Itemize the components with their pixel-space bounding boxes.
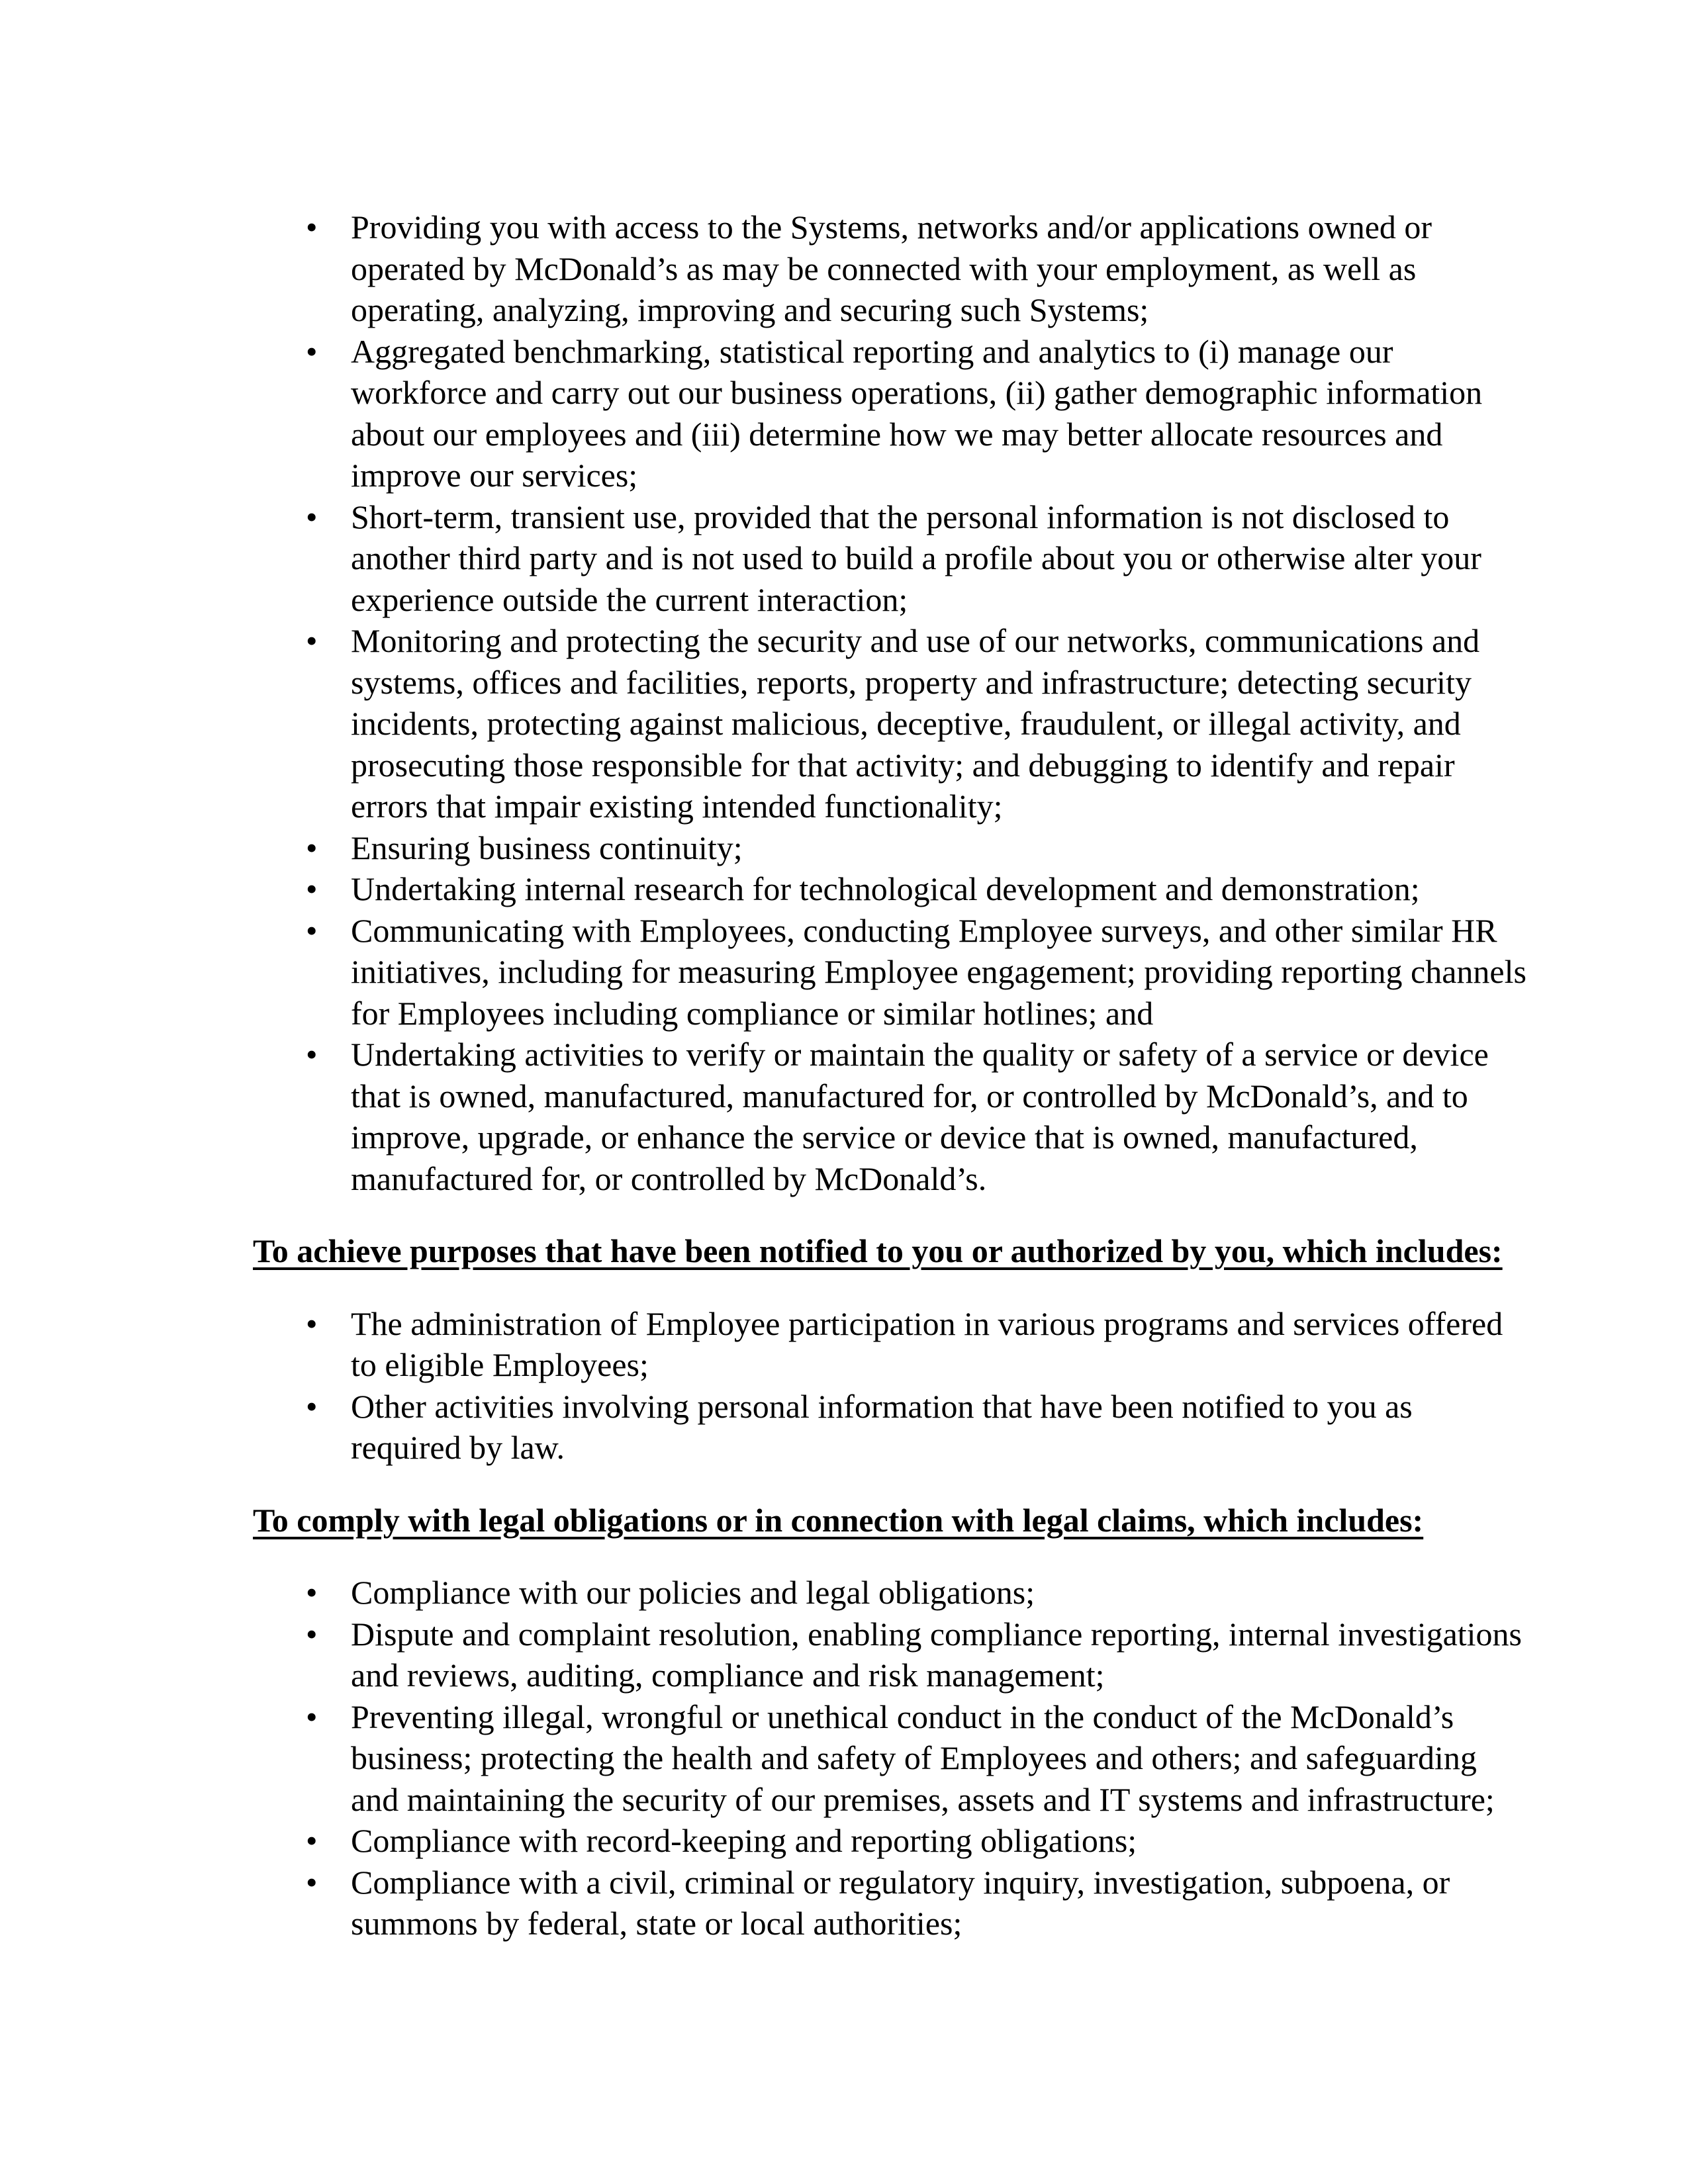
list-item-text: Short-term, transient use, provided that the personal information is not disclosed to another third party and is not used to build a profile about you or otherwise alter your experience outside the current interaction; (351, 498, 1481, 618)
bullet-icon: • (306, 622, 318, 659)
list-item-text: The administration of Employee participation in various programs and services offered to eligible Employees; (351, 1304, 1503, 1383)
list-item (253, 331, 1527, 496)
list-item (253, 868, 1527, 910)
bullet-icon: • (306, 1863, 318, 1901)
bullet-icon: • (306, 208, 318, 246)
list-item-text: Aggregated benchmarking, statistical reporting and analytics to (i) manage our workforce and carry out our business operations, (ii) gather demographic information about our employees and (iii) determine how we may better allocate resources and improve our services; (351, 332, 1483, 494)
list-item (253, 827, 1527, 869)
list-item (253, 1862, 1527, 1944)
list-item-text: Monitoring and protecting the security and use of our networks, communications and systems, offices and facilities, reports, property and infrastructure; detecting security incidents, protecting against malicious, deceptive, fraudulent, or illegal activity, and prosecuting those responsible for that activity; and debugging to identify and repair errors that impair existing intended functionality; (351, 622, 1480, 825)
bullet-icon: • (306, 1822, 318, 1859)
bullet-icon: • (306, 870, 318, 907)
list-item (253, 1386, 1527, 1469)
list-item-text: Undertaking internal research for technological development and demonstration; (351, 870, 1420, 907)
bullet-icon: • (306, 498, 318, 535)
list-item (253, 910, 1527, 1034)
bullet-list-1 (253, 206, 1527, 1199)
spacer (253, 1469, 1527, 1500)
bullet-icon: • (306, 829, 318, 866)
list-item-text: Undertaking activities to verify or maintain the quality or safety of a service or device that is owned, manufactured, manufactured for, or controlled by McDonald’s, and to improve, upgrade, or enhance the service or device that is owned, manufactured, manufactured for, or controlled by McDonald’s. (351, 1036, 1489, 1197)
list-item (253, 1034, 1527, 1199)
bullet-icon: • (306, 332, 318, 370)
list-item-text: Compliance with record-keeping and reporting obligations; (351, 1822, 1137, 1859)
list-item (253, 206, 1527, 331)
spacer (253, 1272, 1527, 1303)
bullet-icon: • (306, 1304, 318, 1342)
bullet-icon: • (306, 1615, 318, 1653)
list-item-text: Communicating with Employees, conducting Employee surveys, and other similar HR initiatives, including for measuring Employee engagement; providing reporting channels for Employees including compliance or similar hotlines; and (351, 911, 1526, 1032)
list-item (253, 620, 1527, 827)
bullet-icon: • (306, 1036, 318, 1073)
page-content (253, 206, 1527, 1944)
list-item-text: Compliance with our policies and legal obligations; (351, 1574, 1035, 1611)
bullet-icon: • (306, 1698, 318, 1735)
list-item (253, 1614, 1527, 1696)
spacer (253, 1199, 1527, 1230)
bullet-list-3 (253, 1572, 1527, 1944)
list-item-text: Providing you with access to the Systems, networks and/or applications owned or operated by McDonald’s as may be connected with your employment, as well as operating, analyzing, improving and securing such Systems; (351, 208, 1432, 328)
list-item (253, 496, 1527, 621)
list-item (253, 1696, 1527, 1821)
list-item-text: Compliance with a civil, criminal or regulatory inquiry, investigation, subpoena, or summons by federal, state or local authorities; (351, 1863, 1450, 1942)
bullet-list-2 (253, 1303, 1527, 1469)
list-item (253, 1820, 1527, 1862)
section-heading-notified: To achieve purposes that have been notified to you or authorized by you, which includes: (253, 1232, 1503, 1269)
list-item-text: Dispute and complaint resolution, enabling compliance reporting, internal investigations and reviews, auditing, compliance and risk management; (351, 1615, 1523, 1694)
bullet-icon: • (306, 1387, 318, 1425)
list-item (253, 1572, 1527, 1614)
bullet-icon: • (306, 1574, 318, 1611)
spacer (253, 1541, 1527, 1572)
section-heading-legal: To comply with legal obligations or in connection with legal claims, which includes: (253, 1501, 1424, 1539)
list-item-text: Ensuring business continuity; (351, 829, 743, 866)
list-item-text: Preventing illegal, wrongful or unethical conduct in the conduct of the McDonald’s business; protecting the health and safety of Employees and others; and safeguarding and maintaining the security of our premises, assets and IT systems and infrastructure; (351, 1698, 1495, 1818)
list-item (253, 1303, 1527, 1386)
bullet-icon: • (306, 911, 318, 949)
list-item-text: Other activities involving personal information that have been notified to you as required by law. (351, 1387, 1413, 1466)
